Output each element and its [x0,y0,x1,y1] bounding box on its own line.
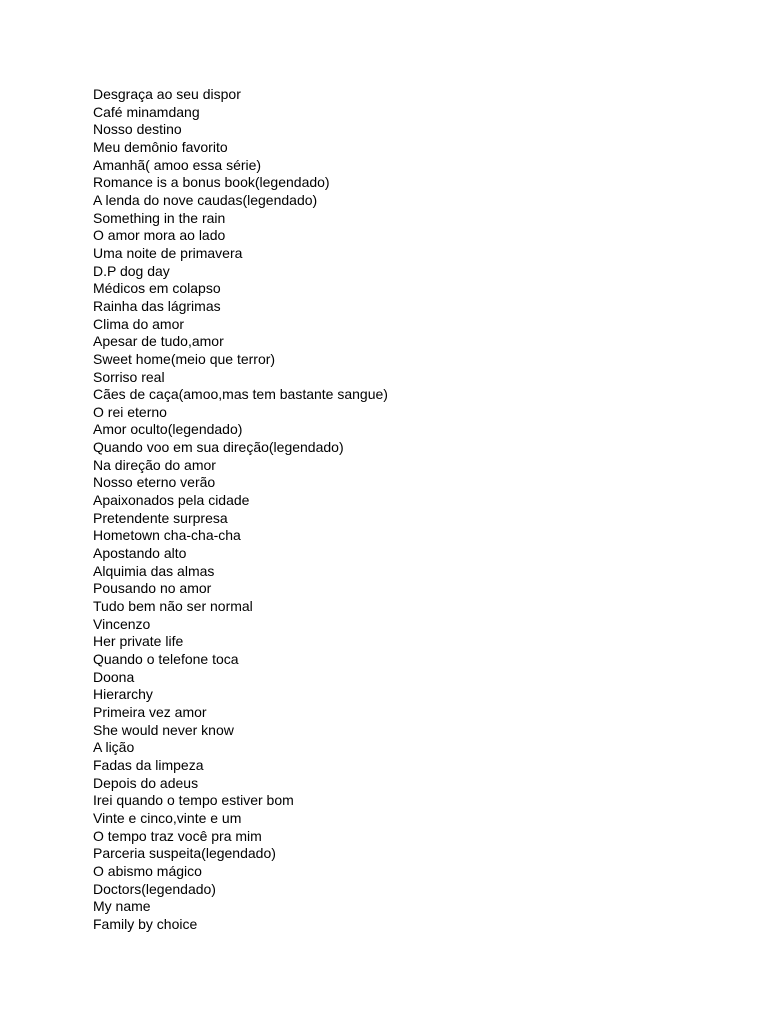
list-item: Uma noite de primavera [93,244,243,261]
list-item: Romance is a bonus book(legendado) [93,174,330,191]
list-item: Cães de caça(amoo,mas tem bastante sangue) [93,386,388,403]
list-item: Meu demônio favorito [93,138,228,155]
list-item: Amor oculto(legendado) [93,421,243,438]
list-item: Vinte e cinco,vinte e um [93,809,242,826]
list-item: Médicos em colapso [93,280,221,297]
list-item: Doona [93,668,135,685]
list-item: O rei eterno [93,403,167,420]
title-list [93,86,388,934]
list-item: A lição [93,739,135,756]
list-item: Sweet home(meio que terror) [93,350,276,367]
list-item: Her private life [93,633,184,650]
list-item: Apesar de tudo,amor [93,333,224,350]
list-item: Pousando no amor [93,580,212,597]
list-item: Irei quando o tempo estiver bom [93,792,294,809]
list-item: A lenda do nove caudas(legendado) [93,191,318,208]
list-item: Alquimia das almas [93,562,215,579]
list-item: Clima do amor [93,315,185,332]
list-item: Sorriso real [93,368,165,385]
list-item: Hierarchy [93,686,153,703]
list-item: Tudo bem não ser normal [93,598,253,615]
list-item: O amor mora ao lado [93,227,226,244]
list-item: D.P dog day [93,262,170,279]
list-item: O tempo traz você pra mim [93,827,262,844]
list-item: Apaixonados pela cidade [93,492,250,509]
list-item: She would never know [93,721,234,738]
list-item: Pretendente surpresa [93,509,228,526]
list-item: Primeira vez amor [93,703,207,720]
list-item: O abismo mágico [93,862,202,879]
list-item: Apostando alto [93,545,187,562]
list-item: Fadas da limpeza [93,756,204,773]
list-item: Amanhã( amoo essa série) [93,156,262,173]
list-item: Depois do adeus [93,774,199,791]
list-item: Nosso destino [93,121,182,138]
list-item: Café minamdang [93,103,200,120]
list-item: Quando voo em sua direção(legendado) [93,439,344,456]
list-item: Quando o telefone toca [93,651,239,667]
list-item: Parceria suspeita(legendado) [93,845,276,862]
list-item: Family by choice [93,915,198,932]
list-item: Doctors(legendado) [93,880,216,897]
list-item: Something in the rain [93,209,226,226]
list-item: Nosso eterno verão [93,474,216,491]
list-item: Vincenzo [93,615,151,632]
list-item: Rainha das lágrimas [93,297,221,314]
list-item: Desgraça ao seu dispor [93,86,241,102]
list-item: Hometown cha-cha-cha [93,527,241,544]
list-item: Na direção do amor [93,456,216,473]
list-item: My name [93,898,151,915]
